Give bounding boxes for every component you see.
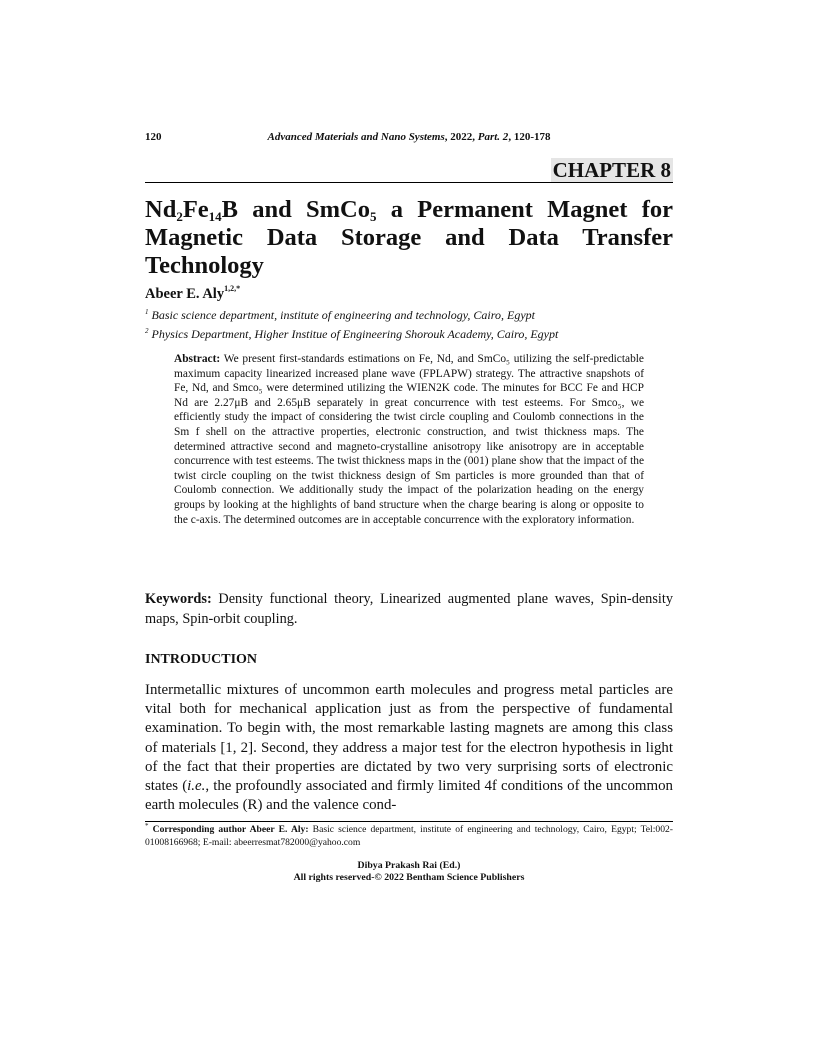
title-rest: a Permanent Magnet for Magnetic Data Storage and Data Transfer Technology [145, 196, 673, 279]
title-fe-sub: 14 [208, 209, 222, 224]
intro-text-b: , the profoundly associated and firmly limited 4f conditions of the uncommon earth molecules (R) and the valence cond- [145, 778, 673, 814]
affiliation-text: Basic science department, institute of engineering and technology, Cairo, Egypt [151, 308, 535, 322]
affiliation-text: Physics Department, Higher Institue of Engineering Shorouk Academy, Cairo, Egypt [151, 327, 559, 341]
footer-rights: All rights reserved-© 2022 Bentham Science Publishers [293, 872, 525, 883]
affiliation-2 [145, 327, 558, 342]
footnote [145, 824, 673, 849]
section-heading-introduction: INTRODUCTION [145, 652, 258, 667]
affiliation-mark: 1 [145, 308, 149, 316]
title-b-and: B and SmCo [221, 196, 370, 223]
title-nd-sub: 2 [176, 209, 183, 224]
chapter-rule [145, 158, 673, 183]
paper-title [145, 196, 673, 280]
affiliation-1 [145, 308, 535, 323]
footnote-text: Basic science department, institute of engineering and technology, Cairo, Egypt; Tel:002-01008166968; E-mail: abeerresmat782000@yahoo.com [145, 824, 673, 848]
footnote-mark: * [145, 822, 149, 830]
abstract [174, 352, 644, 527]
journal-pages: , 120-178 [508, 131, 551, 143]
journal-name: Advanced Materials and Nano Systems [267, 131, 445, 143]
intro-text-a: Intermetallic mixtures of uncommon earth molecules and progress metal particles are vital both for mechanical application just as from the perspective of fundamental examination. To begin with, the most remarkable lasting magnets are among this class of materials [1, 2]. Second, they address a major test for the electron hypothesis in light of the fact that their properties are dictated by two very surprising sorts of electronic states ( [145, 682, 673, 795]
author-name: Abeer E. Aly [145, 286, 225, 302]
title-nd: Nd [145, 196, 177, 223]
page-number: 120 [145, 131, 162, 143]
footnote-label: Corresponding author Abeer E. Aly: [152, 824, 309, 835]
author-marks: 1,2,* [224, 284, 241, 293]
title-co-sub: 5 [370, 209, 377, 224]
keywords-text: Density functional theory, Linearized augmented plane waves, Spin-density maps, Spin-orbit coupling. [145, 591, 673, 627]
journal-citation [145, 131, 673, 143]
journal-part: Part. 2 [477, 131, 509, 143]
keywords [145, 589, 673, 629]
page-footer [145, 860, 673, 884]
journal-year: , 2022, [444, 131, 478, 143]
abstract-label: Abstract: [174, 353, 221, 365]
affiliation-mark: 2 [145, 327, 149, 335]
introduction-paragraph [145, 681, 673, 815]
title-fe: Fe [182, 196, 209, 223]
author [145, 286, 240, 303]
chapter-label: CHAPTER 8 [552, 158, 671, 182]
abstract-text: We present first-standards estimations on Fe, Nd, and SmCo₅ utilizing the self-predictable maximum capacity linearized increased plane wave (FPLAPW) strategy. The attractive snapshots of Fe, Nd, and Smco₅ were determined utilizing the WIEN2K code. The minutes for BCC Fe and HCP Nd are 2.27μB and 2.65μB separately in great concurrence with test esteems. For Smco₅, we efficiently study the impact of considering the twist circle coupling and Coulomb connections in the Sm f shell on the attractive properties, electronic construction, and twist thickness maps. The determined attractive second and magneto-crystalline anisotropy like anisotropy are in acceptable concurrence with test esteems. The twist thickness maps in the (001) plane show that the impact of the twist circle coupling on the twist thickness design of Sm particles is more grounded than that of Coulomb connection. We additionally study the impact of the polarization heading on the energy groups by looking at the highlights of band structure when the charge bearing is along or opposite to the c-axis. The determined outcomes are in acceptable concurrence with the exploratory information. [174, 353, 644, 526]
footer-editor: Dibya Prakash Rai (Ed.) [357, 860, 461, 871]
keywords-label: Keywords: [145, 591, 212, 607]
intro-text-ie: i.e. [187, 778, 206, 795]
footnote-rule [145, 821, 673, 822]
